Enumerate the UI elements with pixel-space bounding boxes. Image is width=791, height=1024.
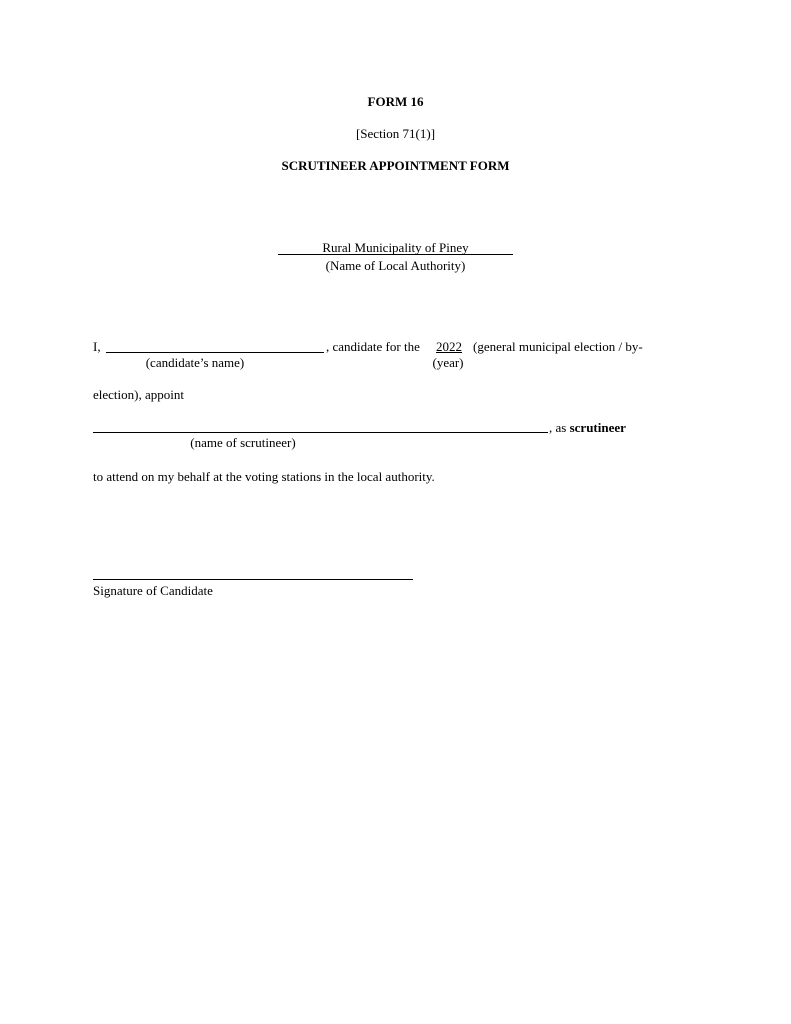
statement-middle: , candidate for the — [326, 339, 420, 354]
form-number: FORM 16 — [367, 94, 424, 109]
signature-label: Signature of Candidate — [93, 583, 213, 598]
authority-caption: (Name of Local Authority) — [325, 258, 466, 273]
authority-value: Rural Municipality of Piney — [322, 240, 469, 255]
scrutineer-suffix-group — [549, 421, 626, 434]
scrutineer-word: scrutineer — [569, 420, 626, 435]
candidate-name-line[interactable] — [106, 352, 324, 353]
form-section: [Section 71(1)] — [355, 126, 436, 141]
election-type: (general municipal election / by- — [473, 339, 643, 354]
statement-closing: to attend on my behalf at the voting stations in the local authority. — [93, 469, 435, 484]
year-caption: (year) — [432, 355, 464, 370]
form-title: SCRUTINEER APPOINTMENT FORM — [281, 158, 510, 173]
candidate-caption: (candidate’s name) — [145, 355, 245, 370]
scrutineer-name-line[interactable] — [93, 432, 548, 433]
scrutineer-suffix: , as — [549, 420, 567, 435]
signature-line[interactable] — [93, 579, 413, 580]
statement-prefix: I, — [93, 339, 101, 354]
year-value: 2022 — [436, 339, 462, 354]
scrutineer-caption: (name of scrutineer) — [190, 435, 296, 450]
statement-continuation: election), appoint — [93, 387, 184, 402]
